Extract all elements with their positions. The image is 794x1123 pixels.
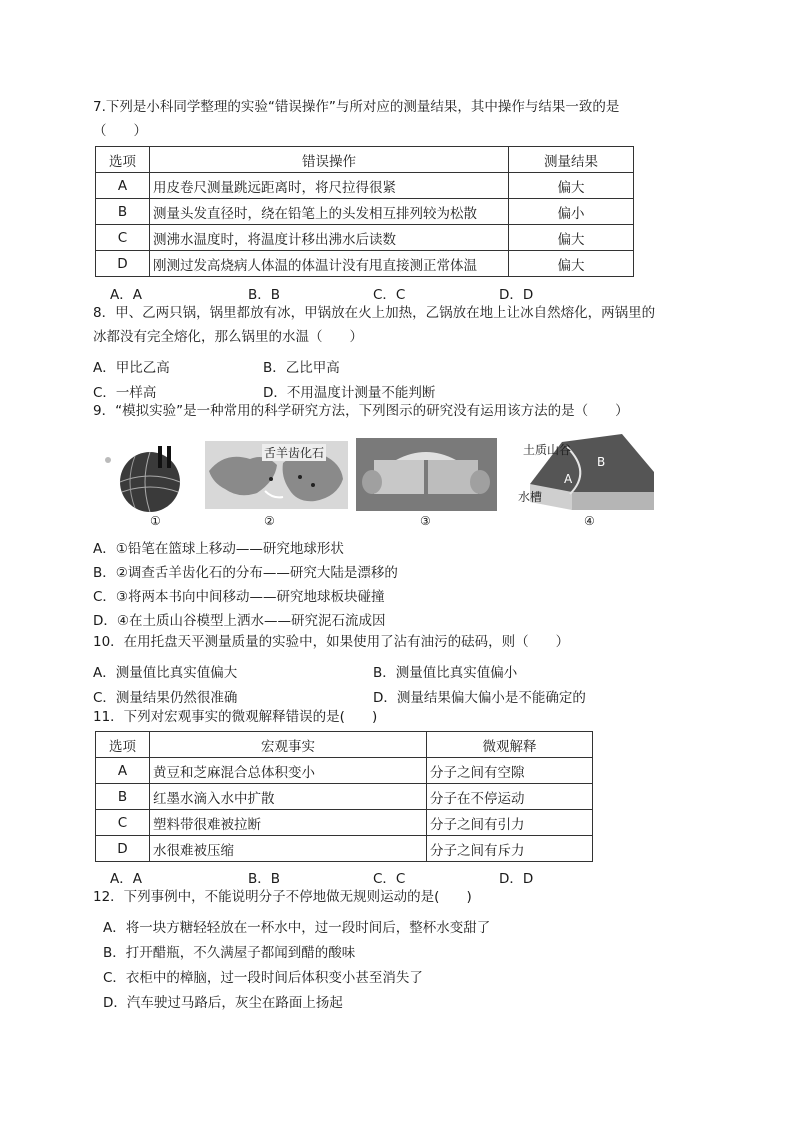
- table-header-cell: 选项: [96, 147, 150, 173]
- option-b[interactable]: B．测量值比真实值偏小: [373, 665, 518, 681]
- table-cell: 偏大: [509, 225, 634, 251]
- trough-label: 水槽: [518, 490, 543, 504]
- basketball-pencil-figure: [100, 440, 195, 515]
- table-cell: 偏小: [509, 199, 634, 225]
- table-cell: C: [96, 810, 150, 836]
- table-cell: C: [96, 225, 150, 251]
- option-a[interactable]: A．将一块方糖轻轻放在一杯水中，过一段时间后，整杯水变甜了: [103, 920, 491, 936]
- table-cell: 偏大: [509, 173, 634, 199]
- q11-stem: 11．下列对宏观事实的微观解释错误的是( ): [93, 709, 378, 725]
- table-cell: 分子在不停运动: [427, 784, 593, 810]
- table-row: [96, 758, 593, 784]
- option-d[interactable]: D．测量结果偏大偏小是不能确定的: [373, 690, 586, 706]
- table-cell: 测沸水温度时，将温度计移出沸水后读数: [150, 225, 509, 251]
- table-cell: 分子之间有斥力: [427, 836, 593, 862]
- q8-options: [0, 356, 794, 401]
- table-row: [96, 225, 634, 251]
- table-header-cell: 错误操作: [150, 147, 509, 173]
- table-cell: 分子之间有引力: [427, 810, 593, 836]
- table-header-cell: 测量结果: [509, 147, 634, 173]
- books-figure: [356, 438, 497, 511]
- table-cell: A: [96, 173, 150, 199]
- q8-stem-line1: 8．甲、乙两只锅，锅里都放有冰，甲锅放在火上加热，乙锅放在地上让冰自然熔化，两锅里的: [93, 305, 656, 321]
- table-header-cell: 宏观事实: [150, 732, 427, 758]
- table-cell: 塑料带很难被拉断: [150, 810, 427, 836]
- table-cell: 水很难被压缩: [150, 836, 427, 862]
- fossil-label: 舌羊齿化石: [264, 446, 325, 460]
- option-a[interactable]: A．甲比乙高: [93, 360, 170, 376]
- table-cell: 测量头发直径时，绕在铅笔上的头发相互排列较为松散: [150, 199, 509, 225]
- q7-options: [0, 283, 794, 303]
- table-cell: 黄豆和芝麻混合总体积变小: [150, 758, 427, 784]
- option-a[interactable]: A．测量值比真实值偏大: [93, 665, 238, 681]
- figure-number-1: ①: [150, 514, 161, 528]
- table-row: [96, 199, 634, 225]
- option-b[interactable]: B．B: [248, 871, 281, 887]
- q8-stem-line2: 冰都没有完全熔化，那么锅里的水温（ ）: [93, 329, 363, 345]
- table-cell: 分子之间有空隙: [427, 758, 593, 784]
- table-cell: 刚测过发高烧病人体温的体温计没有甩直接测正常体温: [150, 251, 509, 277]
- table-cell: A: [96, 758, 150, 784]
- option-b[interactable]: B．B: [248, 287, 281, 303]
- option-d[interactable]: D．④在土质山谷模型上洒水——研究泥石流成因: [93, 613, 386, 629]
- option-a[interactable]: A．A: [110, 287, 142, 303]
- option-b[interactable]: B．乙比甲高: [263, 360, 340, 376]
- option-c[interactable]: C．测量结果仍然很准确: [93, 690, 238, 706]
- table-row: [96, 836, 593, 862]
- q11-table: [95, 731, 593, 862]
- option-c[interactable]: C．衣柜中的樟脑，过一段时间后体积变小甚至消失了: [103, 970, 423, 986]
- q11-options: [0, 867, 794, 887]
- table-cell: 偏大: [509, 251, 634, 277]
- option-b[interactable]: B．②调查舌羊齿化石的分布——研究大陆是漂移的: [93, 565, 398, 581]
- table-row: [96, 173, 634, 199]
- valley-a-label: A: [564, 472, 573, 486]
- option-c[interactable]: C．C: [373, 287, 406, 303]
- table-cell: D: [96, 251, 150, 277]
- q10-stem: 10．在用托盘天平测量质量的实验中，如果使用了沾有油污的砝码，则（ ）: [93, 634, 570, 650]
- table-header-cell: 选项: [96, 732, 150, 758]
- table-row: [96, 251, 634, 277]
- table-cell: 红墨水滴入水中扩散: [150, 784, 427, 810]
- table-cell: D: [96, 836, 150, 862]
- option-b[interactable]: B．打开醋瓶，不久满屋子都闻到醋的酸味: [103, 945, 356, 961]
- valley-label: 土质山谷: [523, 443, 572, 457]
- table-row: [96, 810, 593, 836]
- option-d[interactable]: D．D: [499, 871, 534, 887]
- option-d[interactable]: D．D: [499, 287, 534, 303]
- option-c[interactable]: C．③将两本书向中间移动——研究地球板块碰撞: [93, 589, 385, 605]
- figure-number-2: ②: [264, 514, 275, 528]
- option-c[interactable]: C．C: [373, 871, 406, 887]
- q9-options: [0, 537, 794, 637]
- q9-stem: 9．“模拟实验”是一种常用的科学研究方法，下列图示的研究没有运用该方法的是（ ）: [93, 403, 629, 419]
- table-cell: B: [96, 199, 150, 225]
- table-cell: 用皮卷尺测量跳远距离时，将尺拉得很紧: [150, 173, 509, 199]
- option-c[interactable]: C．一样高: [93, 385, 157, 401]
- valley-b-label: B: [597, 455, 606, 469]
- table-cell: B: [96, 784, 150, 810]
- table-row: [96, 784, 593, 810]
- table-header-row: [96, 732, 593, 758]
- q7-paren: （ ）: [93, 123, 147, 139]
- option-d[interactable]: D．不用温度计测量不能判断: [263, 385, 436, 401]
- option-a[interactable]: A．①铅笔在篮球上移动——研究地球形状: [93, 541, 344, 557]
- q12-stem: 12．下列事例中，不能说明分子不停地做无规则运动的是( ): [93, 889, 472, 905]
- table-header-row: [96, 147, 634, 173]
- q7-stem: 7.下列是小科同学整理的实验“错误操作”与所对应的测量结果，其中操作与结果一致的是: [93, 99, 620, 115]
- figure-number-4: ④: [584, 514, 595, 528]
- figure-number-3: ③: [420, 514, 431, 528]
- table-header-cell: 微观解释: [427, 732, 593, 758]
- q10-options: [0, 661, 794, 706]
- q12-options: [0, 916, 794, 1016]
- q7-table: [95, 146, 634, 277]
- option-d[interactable]: D．汽车驶过马路后，灰尘在路面上扬起: [103, 995, 343, 1011]
- option-a[interactable]: A．A: [110, 871, 142, 887]
